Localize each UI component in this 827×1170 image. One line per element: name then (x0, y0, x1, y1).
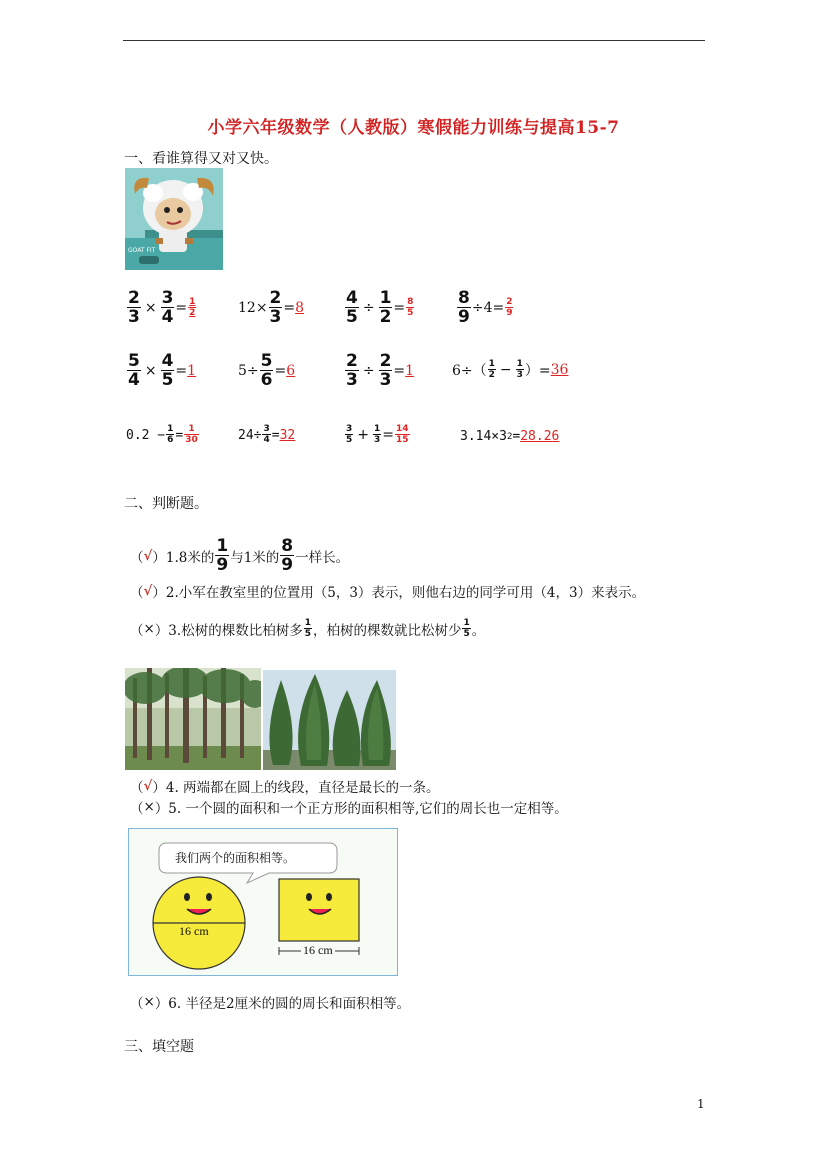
square-side-label: 16 cm (303, 943, 333, 957)
judge-q6: （ × ）6. 半径是2厘米的圆的周长和面积相等。 (130, 994, 411, 1012)
cypress-trees-photo (263, 670, 396, 770)
calc-1-3: $\frac{4}{5}$ ÷ $\frac{1}{2}$ = $\frac{8}{5}$ (346, 288, 414, 327)
judge-q4: （ √ ）4. 两端都在圆上的线段，直径是最长的一条。 (130, 778, 440, 796)
judge-q3: （ × ）3.松树的棵数比柏树多 $\frac{1}{5}$ ，柏树的棵数就比松树少 $\frac{1}{5}$ 。 (130, 618, 486, 639)
calc-1-1: $\frac{2}{3}$ × $\frac{3}{4}$ = $\frac{1}{2}$ (128, 288, 196, 327)
pine-trees-photo (125, 668, 261, 770)
calc-2-3: $\frac{2}{3}$ ÷ $\frac{2}{3}$ = 1 (346, 351, 415, 390)
calc-3-4: 3.14×3 2 = 28.26 (460, 429, 560, 444)
judge-q1: （ √ ）1.8米的 $\frac{1}{9}$ 与1米的 $\frac{8}{9}$ 一样长。 (130, 536, 350, 575)
calc-3-2: 24÷ $\frac{3}{4}$ = 32 (238, 424, 296, 445)
page-number: 1 (697, 1097, 705, 1111)
judge-q5: （ × ）5. 一个圆的面积和一个正方形的面积相等,它们的周长也一定相等。 (130, 799, 568, 817)
judge-q2: （ √ ）2.小军在教室里的位置用（5，3）表示，则他右边的同学可用（4，3）来表示。 (130, 583, 646, 601)
calc-2-1: $\frac{5}{4}$ × $\frac{4}{5}$ = 1 (128, 351, 197, 390)
calc-2-2: 5÷ $\frac{5}{6}$ = 6 (238, 351, 296, 390)
calc-3-1: 0.2 − $\frac{1}{6}$ = $\frac{1}{30}$ (126, 424, 198, 445)
calc-1-4: $\frac{8}{9}$ ÷4= $\frac{2}{9}$ (458, 288, 513, 327)
header-rule (123, 40, 705, 41)
section-2-heading: 二、判断题。 (124, 496, 208, 512)
circle-diameter-label: 16 cm (179, 924, 209, 938)
calc-1-2: 12× $\frac{2}{3}$ = 8 (238, 288, 305, 327)
calc-2-4: 6÷（ $\frac{1}{2}$ − $\frac{1}{3}$ ）= 36 (452, 359, 569, 380)
circle-square-illustration (128, 828, 398, 976)
calc-3-3: $\frac{3}{5}$ + $\frac{1}{3}$ = $\frac{14}{15}$ (346, 424, 409, 445)
section-1-heading: 一、看谁算得又对又快。 (124, 151, 278, 167)
cartoon-goat-image (125, 168, 223, 270)
logo-text: GOAT FIT (128, 247, 156, 254)
speech-bubble-text: 我们两个的面积相等。 (175, 851, 296, 865)
page-title: 小学六年级数学（人教版）寒假能力训练与提高15-7 (207, 118, 620, 138)
section-3-heading: 三、填空题 (124, 1039, 194, 1055)
